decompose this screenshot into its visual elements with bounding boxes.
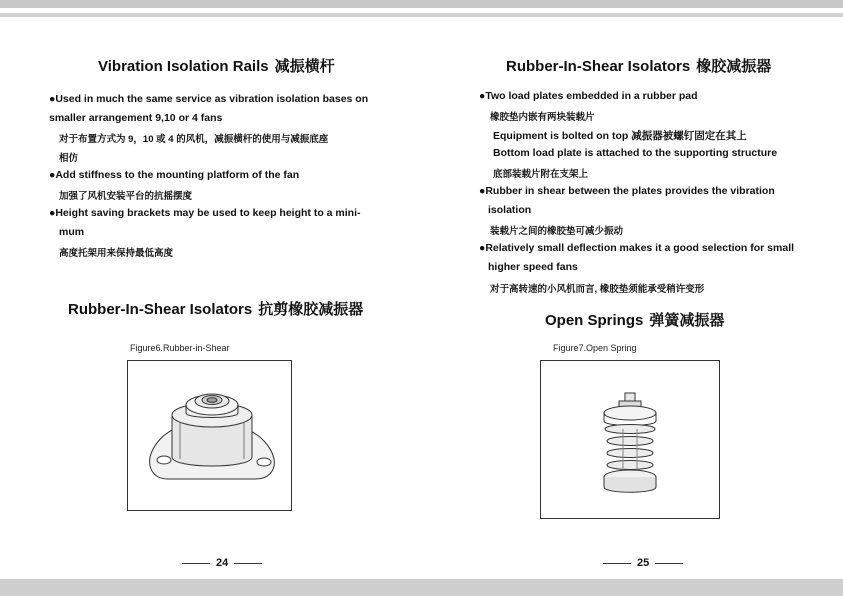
figure-caption: Figure7.Open Spring xyxy=(553,343,637,353)
text-line: ●Add stiffness to the mounting platform of the fan xyxy=(49,169,300,181)
text-line: ●Rubber in shear between the plates provides the vibration xyxy=(479,185,775,197)
text-line: mum xyxy=(59,226,85,238)
right-page-heading xyxy=(506,55,771,76)
text-line: ●Height saving brackets may be used to keep height to a mini- xyxy=(49,207,361,219)
page-number-value: 25 xyxy=(637,557,650,569)
heading-chinese: 减振横杆 xyxy=(274,58,335,75)
section-heading xyxy=(68,298,363,319)
figure-open-spring xyxy=(540,360,720,519)
text-line: isolation xyxy=(488,204,532,216)
text-line: ●Relatively small deflection makes it a good selection for small xyxy=(479,242,795,254)
heading-english: Rubber-In-Shear Isolators xyxy=(506,58,691,75)
text-line-zh: 橡胶垫内嵌有两块装载片 xyxy=(490,112,595,123)
page-number-value: 24 xyxy=(216,557,229,569)
text-line-zh: 装载片之间的橡胶垫可减少振动 xyxy=(490,226,624,237)
left-page xyxy=(0,17,421,579)
text-line: Equipment is bolted on top 减振器被螺钉固定在其上 xyxy=(493,130,747,142)
section-heading xyxy=(545,309,724,330)
top-band xyxy=(0,0,843,8)
text-line-zh: 加强了风机安装平台的抗摇摆度 xyxy=(59,191,193,202)
rubber-in-shear-drawing xyxy=(128,361,291,510)
section-heading-english: Open Springs xyxy=(545,312,644,329)
section-heading-english: Rubber-In-Shear Isolators xyxy=(68,301,253,318)
open-spring-drawing xyxy=(541,361,719,518)
page-number-dash xyxy=(603,563,631,564)
section-heading-chinese: 弹簧减振器 xyxy=(649,312,725,329)
text-line-zh: 底部装载片附在支架上 xyxy=(493,169,589,180)
figure-rubber-in-shear xyxy=(127,360,292,511)
text-line-zh: 相仿 xyxy=(59,153,79,164)
text-line-zh: 对于高转速的小风机而言, 橡胶垫须能承受稍许变形 xyxy=(490,284,705,295)
text-line-zh: 高度托架用来保持最低高度 xyxy=(59,248,174,259)
text-line: ●Used in much the same service as vibration isolation bases on xyxy=(49,93,369,105)
page-number-dash xyxy=(655,563,683,564)
left-page-heading xyxy=(98,55,335,76)
text-line: ●Two load plates embedded in a rubber pad xyxy=(479,90,698,102)
right-page xyxy=(422,17,843,579)
figure-caption: Figure6.Rubber-in-Shear xyxy=(130,343,230,353)
text-line: smaller arrangement 9,10 or 4 fans xyxy=(49,112,223,124)
page-number xyxy=(597,557,689,569)
text-line-zh: 对于布置方式为 9，10 或 4 的风机，减振横杆的使用与减振底座 xyxy=(59,134,329,145)
page-number-dash xyxy=(234,563,262,564)
section-heading-chinese: 抗剪橡胶减振器 xyxy=(258,301,364,318)
text-line: higher speed fans xyxy=(488,261,578,273)
page-number xyxy=(176,557,268,569)
text-line: Bottom load plate is attached to the supporting structure xyxy=(493,147,778,159)
heading-english: Vibration Isolation Rails xyxy=(98,58,269,75)
bottom-band xyxy=(0,579,843,596)
heading-chinese: 橡胶减振器 xyxy=(696,58,772,75)
page-number-dash xyxy=(182,563,210,564)
